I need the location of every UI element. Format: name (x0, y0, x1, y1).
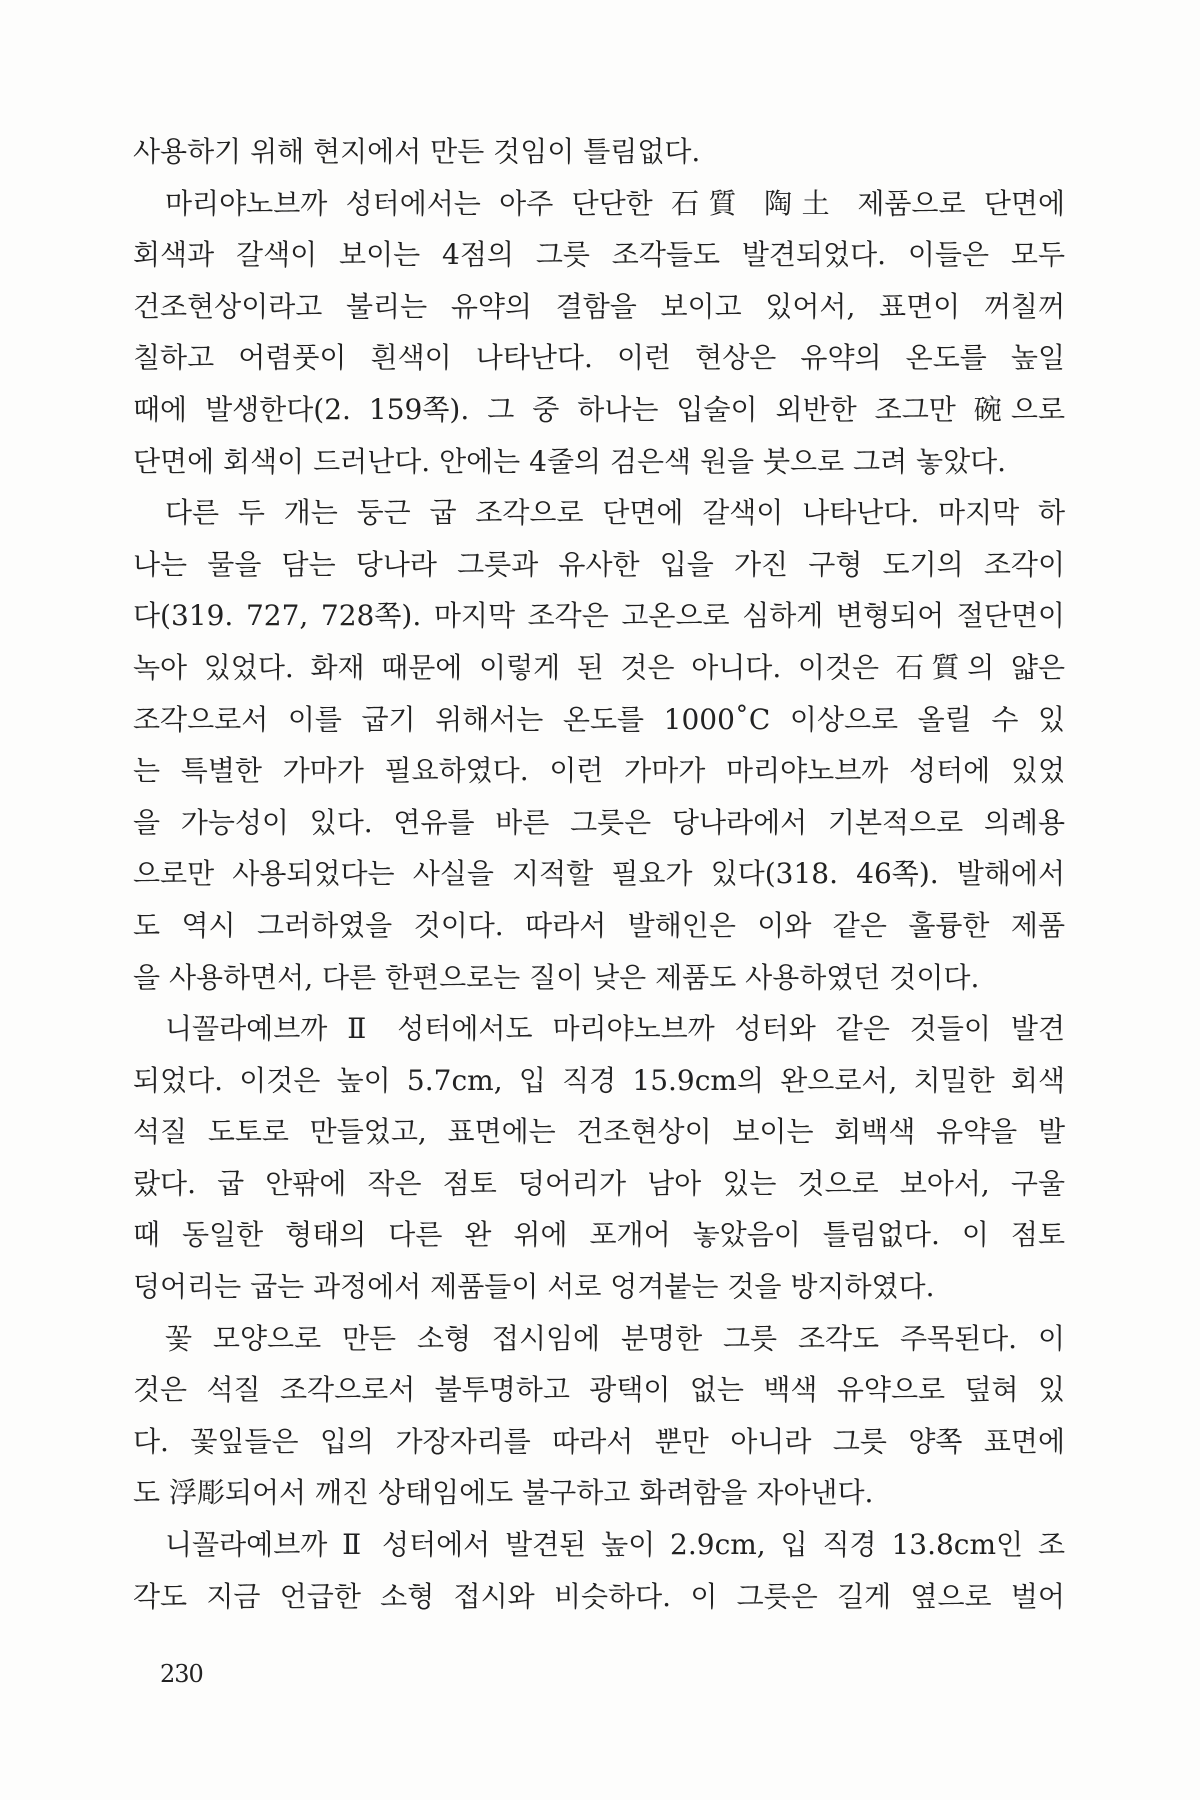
text-line: 사용하기 위해 현지에서 만든 것임이 틀림없다. (133, 135, 701, 168)
text-line: 을 가능성이 있다. 연유를 바른 그릇은 당나라에서 기본적으로 의례용 (133, 805, 1065, 839)
text-line: 건조현상이라고 불리는 유약의 결함을 보이고 있어서, 표면이 꺼칠꺼 (133, 289, 1065, 323)
body-text (133, 126, 1065, 1622)
text-line: 단면에 회색이 드러난다. 안에는 4줄의 검은색 원을 붓으로 그려 놓았다. (133, 444, 1007, 478)
text-line: 것은 석질 조각으로서 불투명하고 광택이 없는 백색 유약으로 덮혀 있 (133, 1373, 1065, 1407)
text-line: 니꼴라예브까 Ⅱ 성터에서도 마리야노브까 성터와 같은 것들이 발견 (165, 1012, 1065, 1046)
text-line: 랐다. 굽 안팎에 작은 점토 덩어리가 남아 있는 것으로 보아서, 구울 (133, 1166, 1065, 1200)
text-line: 꽃 모양으로 만든 소형 접시임에 분명한 그릇 조각도 주목된다. 이 (165, 1321, 1065, 1355)
text-line: 다. 꽃잎들은 입의 가장자리를 따라서 뿐만 아니라 그릇 양쪽 표면에 (133, 1424, 1065, 1458)
text-line: 조각으로서 이를 굽기 위해서는 온도를 1000˚C 이상으로 올릴 수 있 (133, 702, 1065, 736)
text-line: 석질 도토로 만들었고, 표면에는 건조현상이 보이는 회백색 유약을 발 (133, 1115, 1065, 1149)
text-line: 때에 발생한다(2. 159쪽). 그 중 하나는 입술이 외반한 조그만 碗으로 (133, 392, 1065, 426)
text-line: 회색과 갈색이 보이는 4점의 그릇 조각들도 발견되었다. 이들은 모두 (133, 238, 1065, 272)
text-line: 마리야노브까 성터에서는 아주 단단한 石質 陶土 제품으로 단면에 (165, 186, 1065, 220)
text-line: 니꼴라예브까 Ⅱ 성터에서 발견된 높이 2.9cm, 입 직경 13.8cm인 조 (165, 1528, 1065, 1562)
text-line: 덩어리는 굽는 과정에서 제품들이 서로 엉겨붙는 것을 방지하였다. (133, 1270, 935, 1304)
text-line: 는 특별한 가마가 필요하였다. 이런 가마가 마리야노브까 성터에 있었 (133, 754, 1065, 788)
text-line: 각도 지금 언급한 소형 접시와 비슷하다. 이 그릇은 길게 옆으로 벌어 (133, 1579, 1065, 1613)
text-line: 으로만 사용되었다는 사실을 지적할 필요가 있다(318. 46쪽). 발해에서 (133, 857, 1065, 891)
text-line: 도 역시 그러하였을 것이다. 따라서 발해인은 이와 같은 훌륭한 제품 (133, 908, 1065, 942)
text-line: 을 사용하면서, 다른 한편으로는 질이 낮은 제품도 사용하였던 것이다. (133, 960, 980, 994)
text-line: 때 동일한 형태의 다른 완 위에 포개어 놓았음이 틀림없다. 이 점토 (133, 1218, 1065, 1252)
text-line: 녹아 있었다. 화재 때문에 이렇게 된 것은 아니다. 이것은 石質의 얇은 (133, 650, 1065, 684)
text-line: 칠하고 어렴풋이 흰색이 나타난다. 이런 현상은 유약의 온도를 높일 (133, 341, 1065, 375)
text-line: 되었다. 이것은 높이 5.7cm, 입 직경 15.9cm의 완으로서, 치밀한 회색 (133, 1063, 1065, 1097)
page-number: 230 (160, 1660, 203, 1688)
text-line: 나는 물을 담는 당나라 그릇과 유사한 입을 가진 구형 도기의 조각이 (133, 547, 1065, 581)
text-line: 다른 두 개는 둥근 굽 조각으로 단면에 갈색이 나타난다. 마지막 하 (165, 496, 1065, 530)
text-line: 다(319. 727, 728쪽). 마지막 조각은 고온으로 심하게 변형되어 절단면이 (133, 599, 1065, 633)
text-line: 도 浮彫되어서 깨진 상태임에도 불구하고 화려함을 자아낸다. (133, 1476, 874, 1510)
